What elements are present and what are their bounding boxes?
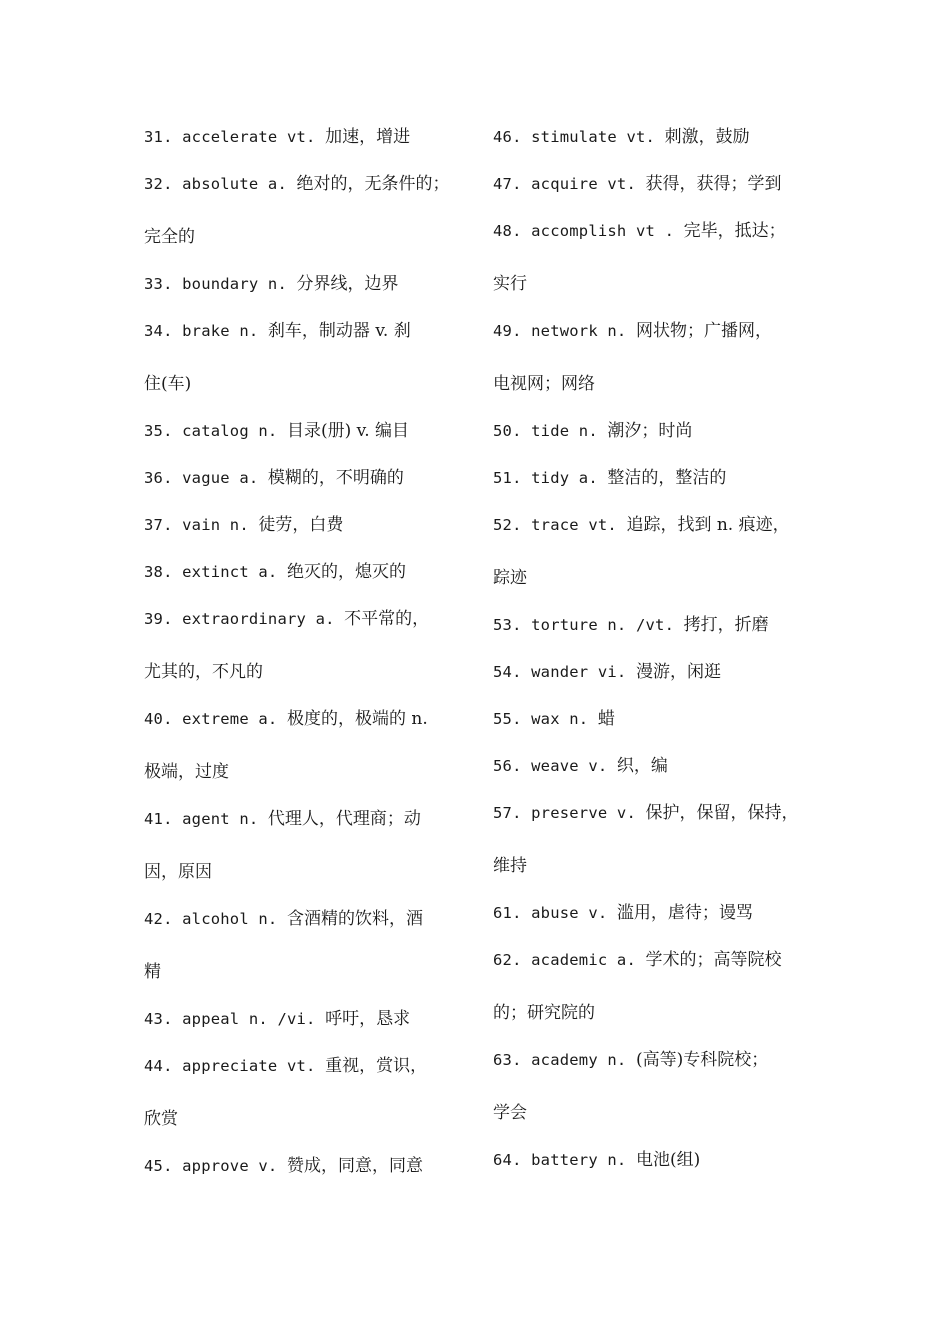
word-definition: 赞成，同意，同意 bbox=[286, 1156, 423, 1176]
word-entry: 42. alcohol n. bbox=[144, 910, 287, 928]
word-definition: 踪迹 bbox=[493, 568, 527, 588]
word-definition: 绝灭的，熄灭的 bbox=[286, 562, 406, 582]
word-definition: 学会 bbox=[493, 1103, 527, 1123]
vocab-line bbox=[493, 794, 823, 847]
word-entry: 36. vague a. bbox=[144, 469, 268, 487]
word-definition: 精 bbox=[144, 962, 161, 982]
vocab-line bbox=[144, 312, 469, 365]
word-entry: 56. weave v. bbox=[493, 757, 617, 775]
word-entry: 50. tide n. bbox=[493, 422, 608, 440]
vocab-line bbox=[144, 800, 469, 853]
vocab-line bbox=[144, 459, 469, 506]
word-definition: 重视，赏识， bbox=[325, 1056, 428, 1076]
vocab-line-continuation bbox=[493, 847, 823, 894]
word-definition: 潮汐；时尚 bbox=[607, 421, 693, 441]
word-entry: 44. appreciate vt. bbox=[144, 1057, 326, 1075]
vocab-line-continuation bbox=[493, 265, 823, 312]
word-definition: 完全的 bbox=[144, 227, 195, 247]
vocab-line bbox=[144, 1047, 469, 1100]
vocab-line bbox=[493, 118, 823, 165]
vocab-line bbox=[144, 1000, 469, 1047]
vocab-line-continuation bbox=[493, 559, 823, 606]
word-entry: 32. absolute a. bbox=[144, 175, 297, 193]
word-definition: 保护，保留，保持， bbox=[645, 803, 799, 823]
vocab-line bbox=[144, 412, 469, 459]
word-entry: 39. extraordinary a. bbox=[144, 610, 345, 628]
word-definition: 不平常的， bbox=[344, 609, 430, 629]
word-definition: 整洁的，整洁的 bbox=[607, 468, 727, 488]
word-definition: 织，编 bbox=[616, 756, 668, 776]
vocab-line-continuation bbox=[144, 853, 469, 900]
word-entry: 31. accelerate vt. bbox=[144, 128, 326, 146]
word-definition: 刺激，鼓励 bbox=[664, 127, 750, 147]
vocab-line bbox=[144, 165, 469, 218]
vocab-line bbox=[493, 606, 823, 653]
vocab-line bbox=[493, 1141, 823, 1188]
word-definition: 实行 bbox=[493, 274, 527, 294]
vocab-line bbox=[144, 600, 469, 653]
vocab-line bbox=[144, 265, 469, 312]
word-entry: 54. wander vi. bbox=[493, 663, 636, 681]
word-definition: 绝对的，无条件的； bbox=[296, 174, 450, 194]
word-definition: 完毕，抵达； bbox=[683, 221, 786, 241]
word-definition: 拷打，折磨 bbox=[683, 615, 769, 635]
word-definition: 获得，获得；学到 bbox=[645, 174, 782, 194]
word-definition: 极度的，极端的 n. bbox=[286, 709, 428, 729]
vocab-line bbox=[493, 894, 823, 941]
vocab-line bbox=[493, 653, 823, 700]
word-definition: (高等)专科院校； bbox=[635, 1050, 769, 1070]
vocab-line bbox=[144, 506, 469, 553]
word-entry: 45. approve v. bbox=[144, 1157, 287, 1175]
word-definition: 徒劳，白费 bbox=[258, 515, 344, 535]
word-entry: 47. acquire vt. bbox=[493, 175, 646, 193]
vocab-line bbox=[493, 506, 823, 559]
word-definition: 含酒精的饮料，酒 bbox=[286, 909, 423, 929]
vocab-line bbox=[493, 941, 823, 994]
vocab-line bbox=[144, 553, 469, 600]
word-definition: 模糊的，不明确的 bbox=[267, 468, 404, 488]
word-definition: 漫游，闲逛 bbox=[635, 662, 721, 682]
vocab-line bbox=[144, 700, 469, 753]
word-definition: 刹车，制动器 v. 刹 bbox=[267, 321, 411, 341]
word-entry: 34. brake n. bbox=[144, 322, 268, 340]
word-definition: 电池(组) bbox=[635, 1150, 701, 1170]
word-definition: 极端，过度 bbox=[144, 762, 229, 782]
word-entry: 46. stimulate vt. bbox=[493, 128, 665, 146]
vocab-line bbox=[493, 459, 823, 506]
vocab-line bbox=[493, 700, 823, 747]
word-entry: 33. boundary n. bbox=[144, 275, 297, 293]
vocab-line bbox=[493, 412, 823, 459]
word-entry: 38. extinct a. bbox=[144, 563, 287, 581]
word-definition: 蜡 bbox=[597, 709, 615, 729]
vocab-line-continuation bbox=[144, 1100, 469, 1147]
word-definition: 的；研究院的 bbox=[493, 1003, 595, 1023]
word-entry: 52. trace vt. bbox=[493, 516, 627, 534]
word-definition: 网状物；广播网， bbox=[635, 321, 772, 341]
word-entry: 43. appeal n. /vi. bbox=[144, 1010, 326, 1028]
vocab-line-continuation bbox=[493, 365, 823, 412]
word-entry: 35. catalog n. bbox=[144, 422, 287, 440]
word-entry: 40. extreme a. bbox=[144, 710, 287, 728]
word-entry: 64. battery n. bbox=[493, 1151, 636, 1169]
vocab-line-continuation bbox=[144, 753, 469, 800]
word-definition: 加速，增进 bbox=[325, 127, 411, 147]
vocab-line bbox=[144, 900, 469, 953]
word-definition: 代理人，代理商；动 bbox=[267, 809, 421, 829]
word-definition: 滥用，虐待；谩骂 bbox=[616, 903, 753, 923]
word-definition: 尤其的，不凡的 bbox=[144, 662, 263, 682]
word-definition: 追踪，找到 n. 痕迹， bbox=[626, 515, 790, 535]
vocab-line bbox=[144, 1147, 469, 1194]
word-definition: 欣赏 bbox=[144, 1109, 178, 1129]
word-entry: 51. tidy a. bbox=[493, 469, 608, 487]
vocab-line-continuation bbox=[144, 218, 469, 265]
word-entry: 53. torture n. /vt. bbox=[493, 616, 684, 634]
word-definition: 电视网；网络 bbox=[493, 374, 595, 394]
vocab-line bbox=[493, 747, 823, 794]
vocabulary-column-left bbox=[144, 118, 469, 1194]
word-definition: 因，原因 bbox=[144, 862, 212, 882]
word-definition: 分界线，边界 bbox=[296, 274, 399, 294]
vocab-line bbox=[144, 118, 469, 165]
vocab-line-continuation bbox=[144, 365, 469, 412]
vocab-line-continuation bbox=[493, 1094, 823, 1141]
word-entry: 55. wax n. bbox=[493, 710, 598, 728]
vocab-line-continuation bbox=[144, 653, 469, 700]
word-entry: 62. academic a. bbox=[493, 951, 646, 969]
vocabulary-column-right bbox=[493, 118, 823, 1188]
word-entry: 37. vain n. bbox=[144, 516, 259, 534]
vocab-line-continuation bbox=[493, 994, 823, 1041]
vocab-line bbox=[493, 165, 823, 212]
word-entry: 41. agent n. bbox=[144, 810, 268, 828]
word-entry: 48. accomplish vt . bbox=[493, 222, 684, 240]
word-definition: 目录(册) v. 编目 bbox=[286, 421, 410, 441]
vocab-line-continuation bbox=[144, 953, 469, 1000]
word-definition: 维持 bbox=[493, 856, 527, 876]
vocab-line bbox=[493, 312, 823, 365]
vocab-line bbox=[493, 1041, 823, 1094]
vocab-line bbox=[493, 212, 823, 265]
word-entry: 57. preserve v. bbox=[493, 804, 646, 822]
word-definition: 住(车) bbox=[144, 374, 192, 394]
word-definition: 学术的；高等院校 bbox=[645, 950, 782, 970]
word-entry: 49. network n. bbox=[493, 322, 636, 340]
word-definition: 呼吁，恳求 bbox=[325, 1009, 411, 1029]
word-entry: 61. abuse v. bbox=[493, 904, 617, 922]
word-entry: 63. academy n. bbox=[493, 1051, 636, 1069]
